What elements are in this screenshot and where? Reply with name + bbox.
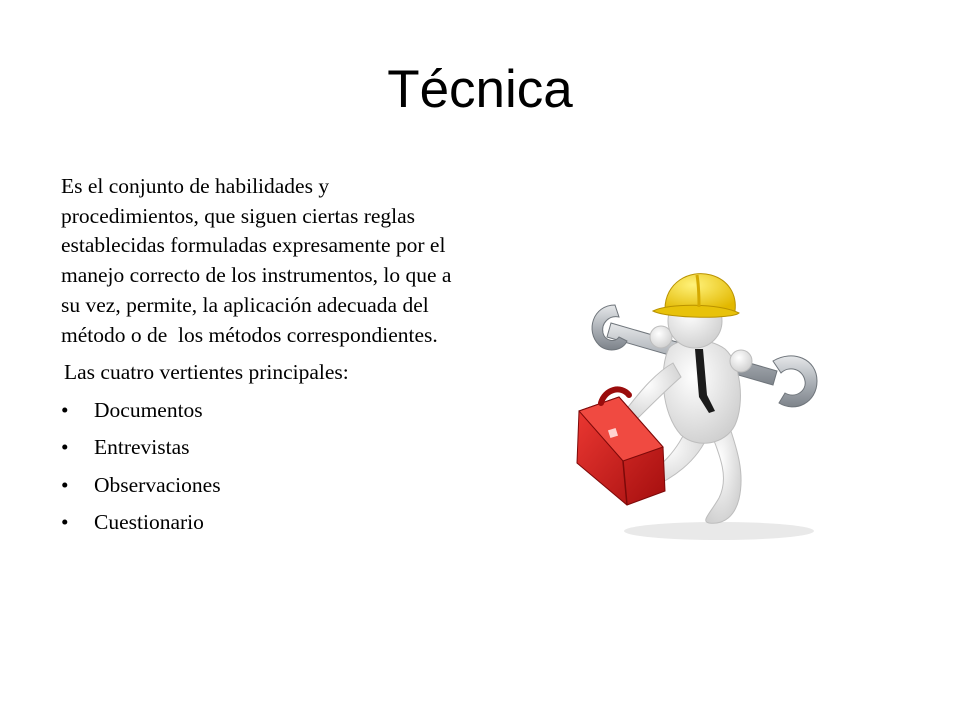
bullet-dot: • [61,472,69,497]
helmet-icon [653,274,739,318]
bullet-list [61,392,461,542]
slide-title: Técnica [387,60,573,119]
bullet-dot: • [61,510,69,535]
bullet-item [61,392,461,430]
bullet-dot: • [61,435,69,460]
bullet-label: Observaciones [94,472,221,497]
bullet-label: Entrevistas [94,435,190,460]
bullet-item [61,504,461,542]
bullet-label: Cuestionario [94,510,204,535]
ground-shadow [624,522,814,540]
bullet-item [61,467,461,505]
bullet-label: Documentos [94,397,203,422]
hand-left [650,326,672,348]
definition-paragraph: Es el conjunto de habilidades y procedimientos, que siguen ciertas reglas establecidas formuladas expresamente por el manejo correcto de los instrumentos, lo que a su vez, permite, la aplicación adecuada del método o de los métodos correspondientes. [61,174,457,347]
bullet-item [61,429,461,467]
worker-with-wrench-icon [549,253,850,553]
bullet-dot: • [61,397,69,422]
bullets-lead: Las cuatro vertientes principales: [64,360,349,385]
slide-body [61,172,461,542]
toolbox-icon [577,389,665,505]
hand-right [730,350,752,372]
worker-illustration [549,253,850,553]
